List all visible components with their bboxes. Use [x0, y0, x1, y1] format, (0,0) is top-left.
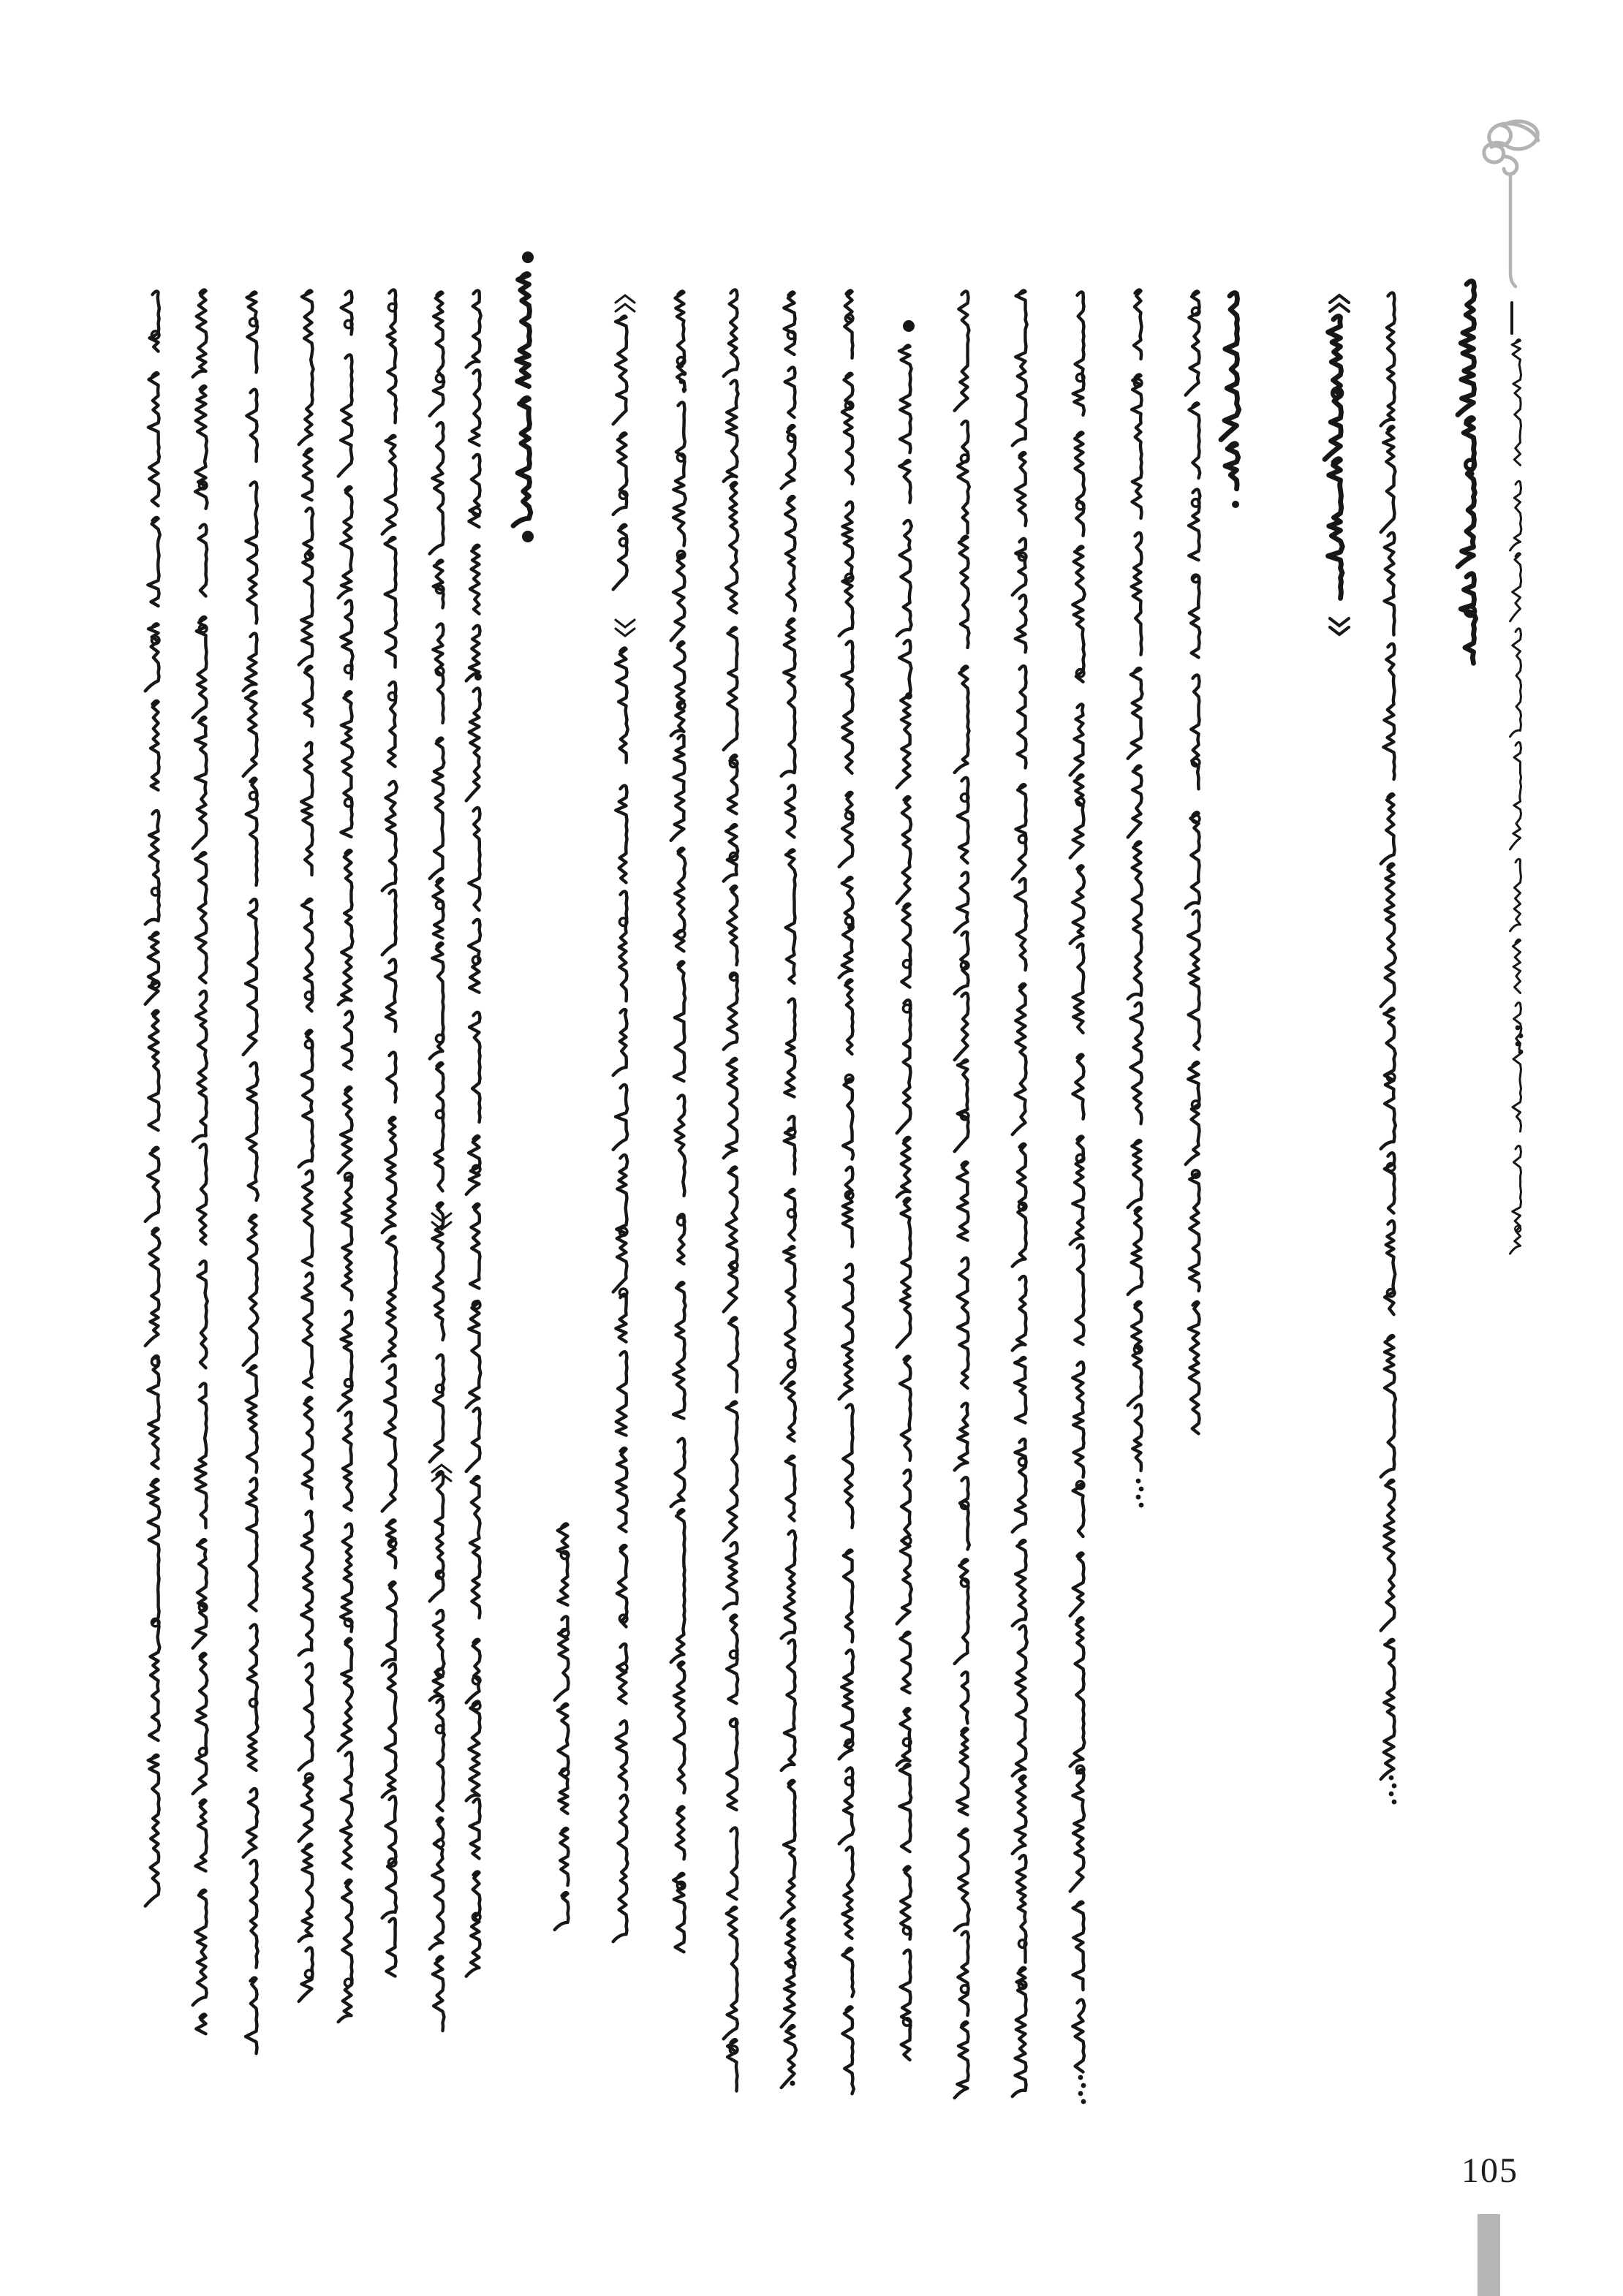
quote-column	[613, 295, 635, 636]
open-quote-mark	[1330, 295, 1349, 311]
body-column	[1013, 291, 1027, 2097]
middle-dot	[474, 673, 482, 681]
body-column	[782, 292, 796, 2088]
body-column	[338, 292, 353, 2023]
body-text	[145, 251, 1524, 2104]
body-column	[613, 648, 628, 1942]
close-quote-mark	[1330, 618, 1349, 634]
body-column	[1381, 293, 1397, 1805]
middle-dot	[1232, 501, 1239, 508]
body-column	[145, 292, 160, 1906]
title-column	[1221, 293, 1239, 508]
close-quote-mark	[616, 620, 635, 636]
body-column	[724, 290, 738, 2091]
heading-bullet	[522, 251, 534, 263]
middle-dot	[905, 692, 912, 700]
page-edge-bar	[1478, 2214, 1500, 2296]
header-ornament-icon	[1484, 121, 1538, 333]
heading-bullet	[522, 531, 534, 542]
body-column	[1186, 292, 1200, 1434]
body-column	[193, 290, 208, 2034]
running-header-column	[1510, 340, 1524, 1254]
body-column	[555, 1524, 569, 1930]
mongolian-full-stop	[1078, 2075, 1086, 2104]
title-column	[1325, 295, 1349, 634]
open-quote-mark	[616, 295, 635, 311]
body-column	[671, 292, 687, 1952]
body-column	[430, 292, 451, 2031]
body-column	[839, 291, 855, 2094]
mongolian-full-stop	[1389, 1776, 1397, 1805]
body-column	[243, 292, 258, 2054]
mongolian-comma	[1469, 471, 1474, 476]
body-column	[466, 291, 482, 1977]
body-column	[299, 291, 314, 2001]
body-column	[955, 292, 969, 2098]
body-column	[382, 290, 397, 1977]
middle-dot	[847, 923, 855, 931]
body-column	[1070, 292, 1086, 2104]
byline-column	[1458, 281, 1476, 664]
body-column	[897, 320, 915, 2060]
page-number: 105	[1461, 2151, 1518, 2190]
heading-bullet	[903, 320, 915, 332]
open-quote-mark	[432, 1465, 451, 1481]
mongolian-comma	[790, 2080, 795, 2085]
body-column	[1128, 290, 1144, 1508]
section-heading-column	[513, 251, 534, 542]
mongolian-full-stop	[1136, 1479, 1144, 1508]
